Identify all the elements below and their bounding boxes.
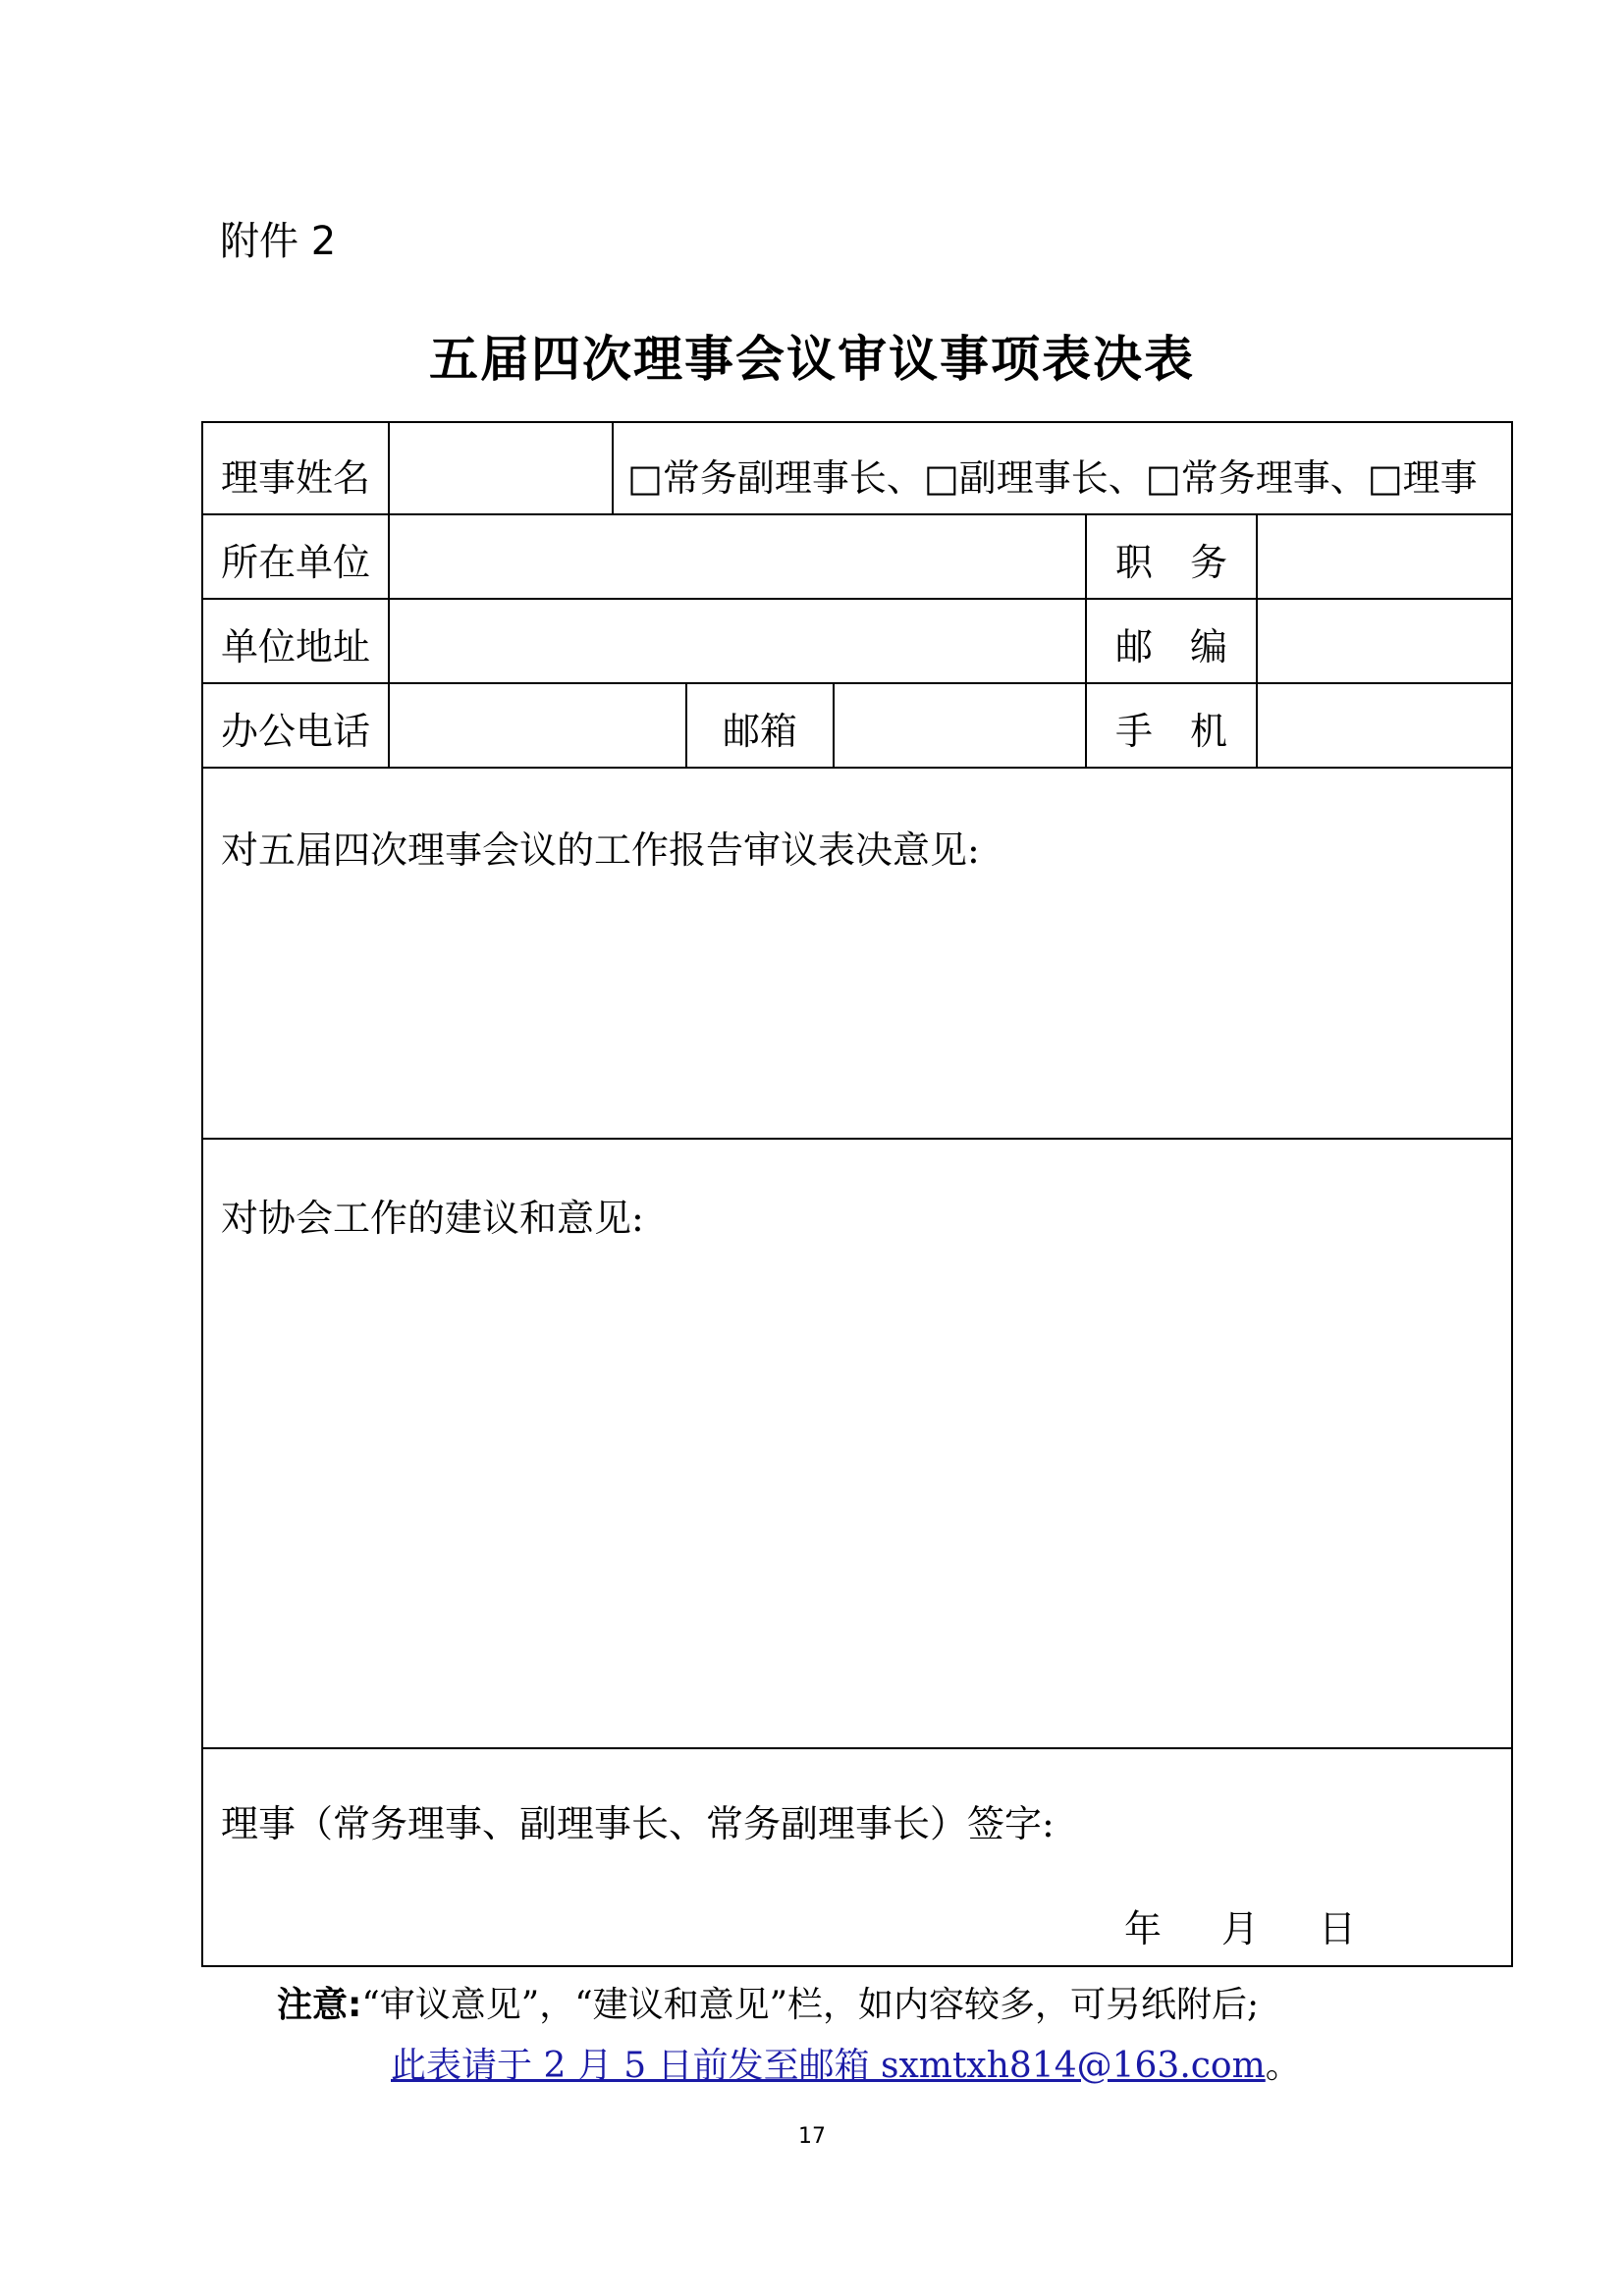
note-label: 注意: <box>277 1985 362 2025</box>
attachment-label: 附件 2 <box>220 219 337 264</box>
signature-label: 理事（常务理事、副理事长、常务副理事长）签字: <box>221 1802 1055 1845</box>
email-field[interactable] <box>835 684 1085 767</box>
email-link[interactable]: 此表请于 2 月 5 日前发至邮箱 sxmtxh814@163.com <box>391 2046 1266 2086</box>
address-label: 单位地址 <box>221 625 371 668</box>
signature-field[interactable] <box>203 1856 1511 1905</box>
link-suffix: 。 <box>1265 2046 1301 2086</box>
name-label: 理事姓名 <box>221 456 371 500</box>
position-field[interactable] <box>1258 515 1511 598</box>
postcode-label: 邮 编 <box>1114 625 1227 668</box>
opinion-field[interactable] <box>203 884 1511 1138</box>
suggestion-label: 对协会工作的建议和意见: <box>221 1197 644 1240</box>
page-number: 17 <box>798 2124 826 2149</box>
note-line <box>277 1977 1259 2027</box>
name-field[interactable] <box>390 423 612 513</box>
postcode-field[interactable] <box>1258 600 1511 682</box>
unit-label: 所在单位 <box>221 541 371 584</box>
voting-form-table <box>201 421 1513 1967</box>
position-label: 职 务 <box>1114 541 1227 584</box>
email-label: 邮箱 <box>722 710 797 753</box>
date-day: 日 <box>1319 1907 1357 1950</box>
page-title: 五届四次理事会议审议事项表决表 <box>429 330 1195 388</box>
role-options[interactable]: □常务副理事长、□副理事长、□常务理事、□理事 <box>627 456 1478 500</box>
date-month: 月 <box>1221 1907 1260 1950</box>
note-text: “审议意见”，“建议和意见”栏，如内容较多，可另纸附后; <box>361 1985 1260 2025</box>
unit-field[interactable] <box>390 515 1085 598</box>
mobile-label: 手 机 <box>1114 710 1227 753</box>
address-field[interactable] <box>390 600 1085 682</box>
date-year: 年 <box>1124 1907 1163 1950</box>
opinion-label: 对五届四次理事会议的工作报告审议表决意见: <box>221 828 980 872</box>
mobile-field[interactable] <box>1258 684 1511 767</box>
office-phone-field[interactable] <box>390 684 685 767</box>
suggestion-field[interactable] <box>203 1254 1511 1747</box>
submission-instruction <box>391 2038 1301 2088</box>
office-phone-label: 办公电话 <box>221 710 371 753</box>
